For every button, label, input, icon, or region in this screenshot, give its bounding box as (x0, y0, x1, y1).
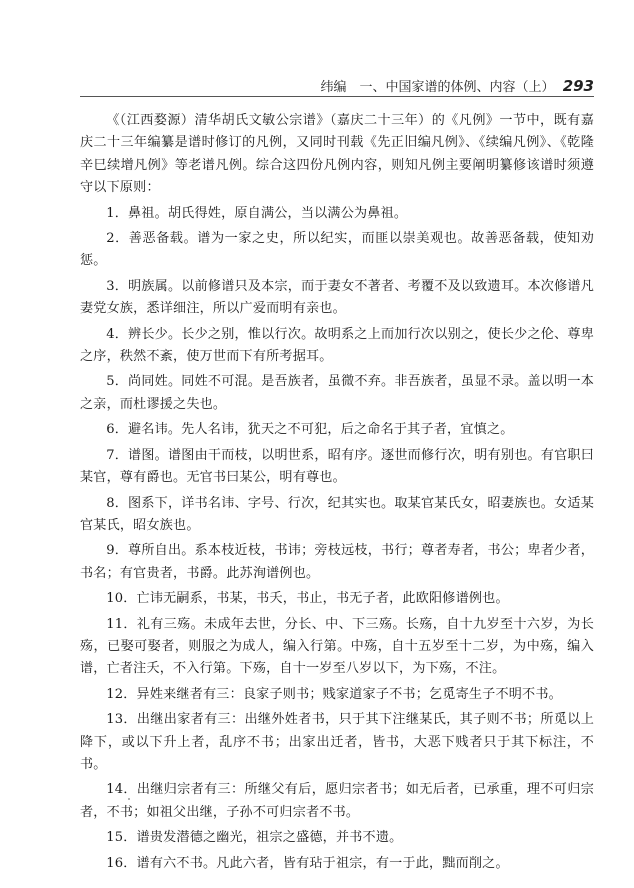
rule-item: 8．图系下，详书名讳、字号、行次，纪其实也。取某官某氏女，昭妻族也。女适某官某氏，昭女族也。 (80, 495, 594, 533)
rule-item: 16．谱有六不书。凡此六者，皆有玷于祖宗，有一于此，黜而削之。 (106, 855, 509, 871)
rule-item: 15．谱贵发潜德之幽光，祖宗之盛德，并书不遗。 (106, 830, 403, 846)
page-body (80, 110, 594, 878)
rule-item: 9．尊所自出。系本枝近枝，书讳；旁枝远枝，书行；尊者寿者，书公；卑者少者，书名；有官贵者，书爵。此苏洵谱例也。 (80, 543, 594, 581)
rule-item: 6．避名讳。先人名讳，犹天之不可犯，后之命名于其子者，宜慎之。 (106, 422, 514, 438)
rule-item: 12．异姓来继者有三：良家子则书；贱家道家子不书；乞觅寄生子不明不书。 (106, 686, 562, 702)
rule-item: 1．鼻祖。胡氏得姓，原自满公，当以满公为鼻祖。 (106, 205, 408, 221)
intro-paragraph: 《（江西婺源）清华胡氏文敏公宗谱》（嘉庆二十三年）的《凡例》一节中，既有嘉庆二十三年编纂是谱时修订的凡例，又同时刊载《先正旧编凡例》、《续编凡例》、《乾隆辛巳续增凡例》等老谱凡例。综合这四份凡例内容，则知凡例主要阐明纂修该谱时须遵守以下原则： (80, 113, 594, 196)
rule-item: 5．尚同姓。同姓不可混。是吾族者，虽微不弃。非吾族者，虽显不录。盖以明一本之亲，而杜谬援之失也。 (80, 374, 594, 412)
rule-item: 14．出继归宗者有三：所继父有后，愿归宗者书；如无后者，已承重，理不可归宗者，不书；如祖父出继，子孙不可归宗者不书。 (80, 782, 594, 820)
rule-item: 11．礼有三殇。未成年去世，分长、中、下三殇。长殇，自十九岁至十六岁，为长殇，已娶可娶者，则服之为成人，编入行第。中殇，自十五岁至十二岁，为中殇，编入谱，亡者注夭，不入行第。下殇，自十一岁至八岁以下，为下殇，不注。 (80, 616, 594, 677)
rule-item: 10．亡讳无嗣系，书某，书夭，书止，书无子者，此欧阳修谱例也。 (106, 591, 509, 607)
rule-item: 13．出继出家者有三：出继外姓者书，只于其下注继某氏，其子则不书；所觅以上降下，或以下升上者，乱序不书；出家出迁者，皆书，大恶下贱者只于其下标注，不书。 (80, 712, 594, 772)
page-number: 293 (562, 77, 594, 95)
rule-item: 4．辨长少。长少之别，惟以行次。故明系之上而加行次以别之，使长少之伦、尊卑之序，秩然不紊，使万世而下有所考据耳。 (80, 326, 594, 365)
scan-speck (128, 798, 130, 800)
header-rule (80, 96, 594, 97)
running-header (321, 76, 594, 95)
rule-item: 7．谱图。谱图由干而枝，以明世系，昭有序。逐世而修行次，明有别也。有官职曰某官，尊有爵也。无官书曰某公，明有尊也。 (80, 447, 594, 486)
rule-item: 3．明族属。以前修谱只及本宗，而于妻女不著者、考覆不及以致遗耳。本次修谱凡妻党女族，悉详细注，所以广爱而明有亲也。 (80, 278, 594, 317)
header-section-title: 纬编 一、中国家谱的体例、内容（上） (320, 80, 555, 95)
rule-item: 2．善恶备载。谱为一家之史，所以纪实，而匪以崇美观也。故善恶备载，使知劝惩。 (80, 231, 594, 269)
